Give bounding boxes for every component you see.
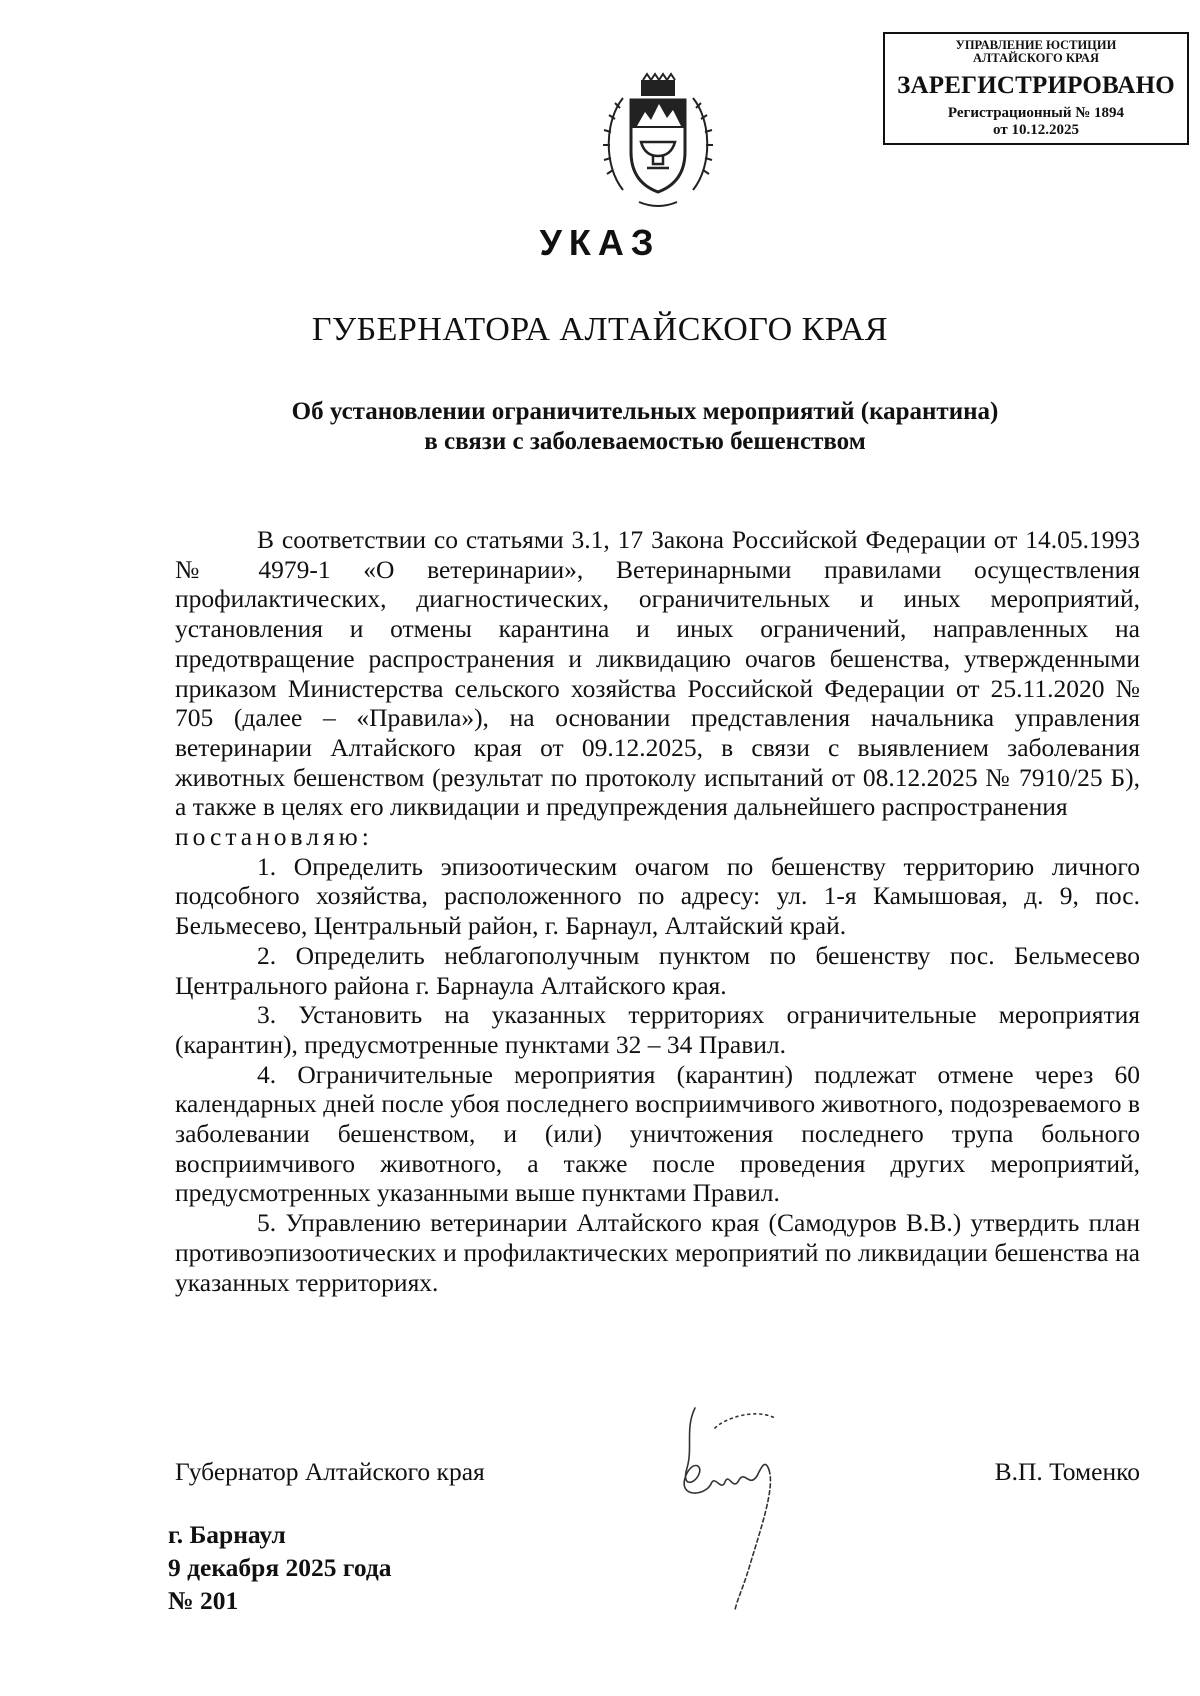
registration-stamp [883,32,1189,145]
preamble-paragraph: В соответствии со статьями 3.1, 17 Закона Российской Федерации от 14.05.1993 № 4979-1 «О ветеринарии», Ветеринарными правилами осуществления профилактических, диагностических, ограничительных и иных мероприятий, установления и отмены карантина и иных ограничений, направленных на предотвращение распространения и ликвидацию очагов бешенства, утвержденными приказом Министерства сельского хозяйства Российской Федерации от 25.11.2020 № 705 (далее – «Правила»), на основании представления начальника управления ветеринарии Алтайского края от 09.12.2025, в связи с выявлением заболевания животных бешенством (результат по протоколу испытаний от 08.12.2025 № 7910/25 Б), а также в целях его ликвидации и предупреждения дальнейшего распространения [175,525,1140,822]
document-title-line2: в связи с заболеваемостью бешенством [424,428,866,455]
stamp-reg-number: Регистрационный № 1894 [947,104,1125,121]
handwritten-signature-icon [665,1388,805,1618]
document-issuer: ГУБЕРНАТОРА АЛТАЙСКОГО КРАЯ [311,311,889,348]
stamp-status: ЗАРЕГИСТРИРОВАНО [897,72,1175,100]
stamp-org-line2: АЛТАЙСКОГО КРАЯ [973,51,1099,66]
stamp-org-line1: УПРАВЛЕНИЕ ЮСТИЦИИ [955,38,1117,52]
document-title-line1: Об установлении ограничительных мероприятий (карантина) [291,398,999,425]
signer-name: В.П. Томенко [994,1457,1140,1486]
footer-city: г. Барнаул [168,1520,286,1549]
footer-date: 9 декабря 2025 года [168,1553,392,1582]
decree-item-5: 5. Управлению ветеринарии Алтайского края (Самодуров В.В.) утвердить план противоэпизоотических и профилактических мероприятий по ликвидации бешенства на указанных территориях. [175,1208,1140,1297]
document-footer [168,1518,392,1617]
coat-of-arms-icon [601,70,715,210]
decree-item-4: 4. Ограничительные мероприятия (карантин) подлежат отмене через 60 календарных дней после убоя последнего восприимчивого животного, подозреваемого в заболевании бешенством, и (или) уничтожения последнего трупа больного восприимчивого животного, а также после проведения других мероприятий, предусмотренных указанными выше пунктами Правил. [175,1059,1140,1208]
document-type: УКАЗ [539,222,661,263]
stamp-reg-date: от 10.12.2025 [993,122,1079,139]
signer-position: Губернатор Алтайского края [175,1457,485,1486]
decree-word: постановляю: [175,822,373,852]
footer-number: № 201 [168,1586,239,1615]
decree-item-3: 3. Установить на указанных территориях ограничительные мероприятия (карантин), предусмотренные пунктами 32 – 34 Правил. [175,1000,1140,1059]
decree-item-2: 2. Определить неблагополучным пунктом по бешенству пос. Бельмесево Центрального района г. Барнаула Алтайского края. [175,940,1140,1000]
document-title [170,397,1120,457]
document-body [175,525,1140,1297]
decree-item-1: 1. Определить эпизоотическим очагом по бешенству территорию личного подсобного хозяйства, расположенного по адресу: ул. 1-я Камышовая, д. 9, пос. Бельмесево, Центральный район, г. Барнаул, Алтайский край. [175,851,1140,941]
